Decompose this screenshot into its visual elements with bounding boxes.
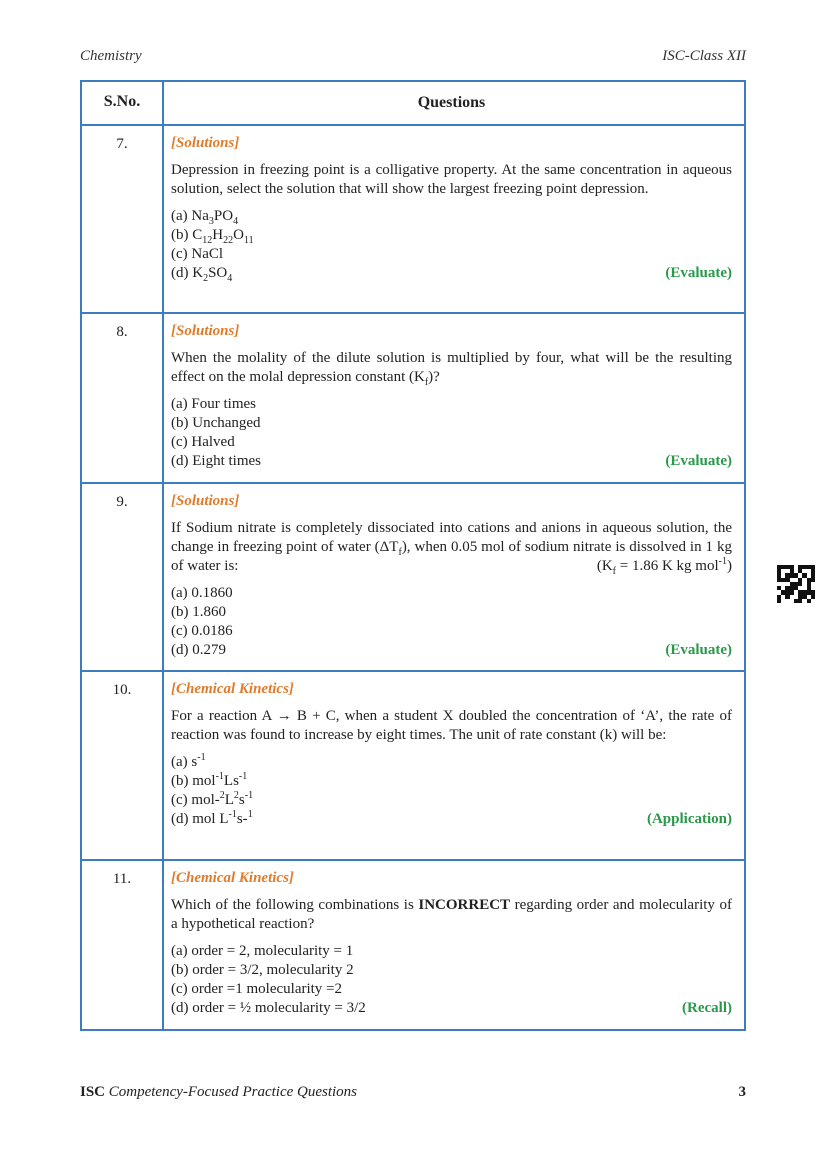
questions-table: [80, 80, 746, 1031]
answer-option: [171, 791, 732, 810]
table-header-row: [82, 82, 744, 124]
sno-header: S.No.: [82, 82, 164, 124]
subject-header: Chemistry: [80, 48, 142, 64]
question-number: 11.: [82, 861, 164, 1029]
question-cell: [164, 672, 744, 859]
text-segment: -1: [197, 752, 206, 763]
text-segment: -1: [215, 771, 224, 782]
text-segment: SO: [208, 265, 228, 281]
text-segment: )?: [428, 369, 440, 385]
question-category: [Solutions]: [171, 135, 240, 151]
text-segment: 4: [233, 216, 239, 227]
text-segment: (b) mol: [171, 773, 216, 789]
text-segment: 2: [203, 273, 209, 284]
qr-module: [811, 599, 815, 603]
question-number: 7.: [82, 126, 164, 312]
text-segment: (d) mol L: [171, 811, 229, 827]
text-segment: (d) order = ½ molecularity = 3/2: [171, 1000, 366, 1016]
text-segment: 11: [243, 235, 254, 246]
question-cell: [164, 484, 744, 670]
question-text: [171, 519, 732, 576]
text-segment: 2: [233, 790, 239, 801]
question-cell: [164, 861, 744, 1029]
text-segment: (c) NaCl: [171, 246, 224, 262]
text-segment: 22: [223, 235, 234, 246]
answer-option: [171, 226, 732, 245]
question-number: 8.: [82, 314, 164, 482]
text-segment: f: [398, 547, 402, 558]
text-segment: L: [224, 792, 234, 808]
page-number: 3: [738, 1084, 746, 1100]
answer-option: [171, 942, 732, 961]
answer-option: [171, 753, 732, 772]
text-segment: = 1.86 K kg mol: [616, 558, 719, 574]
text-segment: (b) C: [171, 227, 203, 243]
answer-option: [171, 414, 732, 433]
text-segment: (b) Unchanged: [171, 415, 261, 431]
text-segment: (c) Halved: [171, 434, 235, 450]
text-segment: 1: [247, 809, 253, 820]
answer-option: [171, 452, 732, 471]
bloom-level-tag: (Evaluate): [665, 642, 732, 658]
text-segment: -1: [238, 771, 248, 782]
answer-option: [171, 207, 732, 226]
text-segment: Which of the following combinations is: [171, 897, 419, 913]
text-segment: (c) mol-: [171, 792, 220, 808]
bloom-level-tag: (Application): [646, 811, 732, 827]
text-segment: regarding order and molecularity of a hypothetical reaction?: [171, 897, 732, 932]
text-segment: For a reaction A → B + C, when a student X doubled the concentration of ‘A’, the rate of reaction was found to increase by eight times. The unit of rate constant (k) will be:: [171, 708, 732, 743]
question-number: 10.: [82, 672, 164, 859]
text-segment: 4: [227, 273, 233, 284]
text-segment: -1: [244, 790, 254, 801]
text-segment: If Sodium nitrate is completely dissociated into cations and anions in aqueous solution, the change in freezing point of water (ΔT: [171, 520, 732, 555]
question-row: [82, 124, 744, 312]
question-text: [171, 707, 732, 745]
text-segment: (b) 1.860: [171, 604, 226, 620]
text-segment: f: [424, 377, 429, 388]
text-segment: (d) Eight times: [171, 453, 261, 469]
question-cell: [164, 314, 744, 482]
class-header: ISC-Class XII: [662, 48, 746, 64]
text-segment: -1: [228, 809, 237, 820]
answer-option: [171, 810, 732, 829]
answer-option: [171, 961, 732, 980]
question-text: [171, 896, 732, 934]
question-row: [82, 859, 744, 1029]
text-segment: PO: [213, 208, 234, 224]
answer-option: [171, 772, 732, 791]
question-row: [82, 670, 744, 859]
text-segment: (d) 0.279: [171, 642, 226, 658]
answer-option: [171, 999, 732, 1018]
text-segment: (a) 0.1860: [171, 585, 233, 601]
text-segment: Depression in freezing point is a colligative property. At the same concentration in aqueous solution, select the solution that will show the largest freezing point depression.: [171, 162, 732, 197]
text-segment: 12: [202, 235, 213, 246]
question-text: [171, 349, 732, 387]
text-segment: s: [238, 792, 245, 808]
text-segment: (c) order =1 molecularity =2: [171, 981, 343, 997]
answer-option: [171, 980, 732, 999]
answer-option: [171, 433, 732, 452]
footer-brand: ISC: [80, 1084, 106, 1100]
text-segment: When the molality of the dilute solution is multiplied by four, what will be the resulting effect on the molal depression constant (K: [171, 350, 732, 385]
footer-title: [80, 1084, 357, 1101]
given-constant: [597, 557, 732, 576]
text-segment: 3: [208, 216, 214, 227]
question-category: [Chemical Kinetics]: [171, 870, 294, 886]
text-segment: 2: [219, 790, 225, 801]
question-category: [Chemical Kinetics]: [171, 681, 294, 697]
text-segment: ), when 0.05 mol of sodium nitrate is dissolved in 1 kg of water is:: [171, 539, 732, 574]
question-row: [82, 482, 744, 670]
bloom-level-tag: (Recall): [682, 1000, 732, 1016]
text-segment: f: [612, 566, 617, 577]
text-segment: (d) K: [171, 265, 204, 281]
answer-option: [171, 622, 732, 641]
text-segment: (K: [596, 558, 613, 574]
text-segment: (a) s: [171, 754, 198, 770]
question-category: [Solutions]: [171, 323, 240, 339]
question-row: [82, 312, 744, 482]
answer-option: [171, 584, 732, 603]
text-segment: (b) order = 3/2, molecularity 2: [171, 962, 354, 978]
question-text: [171, 161, 732, 199]
text-segment: (a) order = 2, molecularity = 1: [171, 943, 354, 959]
questions-header: Questions: [417, 94, 486, 111]
text-segment: (c) 0.0186: [171, 623, 233, 639]
text-segment: Ls: [223, 773, 239, 789]
answer-option: [171, 641, 732, 660]
answer-option: [171, 395, 732, 414]
bloom-level-tag: (Evaluate): [665, 453, 732, 469]
qr-code-icon: [777, 565, 815, 603]
question-cell: [164, 126, 744, 312]
text-segment: s-: [236, 811, 248, 827]
answer-option: [171, 264, 732, 283]
text-segment: H: [212, 227, 224, 243]
question-number: 9.: [82, 484, 164, 670]
text-segment: O: [233, 227, 244, 243]
text-segment: ): [727, 558, 732, 574]
bloom-level-tag: (Evaluate): [665, 265, 732, 281]
answer-option: [171, 245, 732, 264]
question-category: [Solutions]: [171, 493, 240, 509]
footer-subtitle: Competency-Focused Practice Questions: [105, 1084, 358, 1100]
text-segment: (a) Na: [171, 208, 209, 224]
text-segment: INCORRECT: [418, 897, 511, 913]
text-segment: (a) Four times: [171, 396, 256, 412]
answer-option: [171, 603, 732, 622]
text-segment: -1: [718, 556, 727, 567]
